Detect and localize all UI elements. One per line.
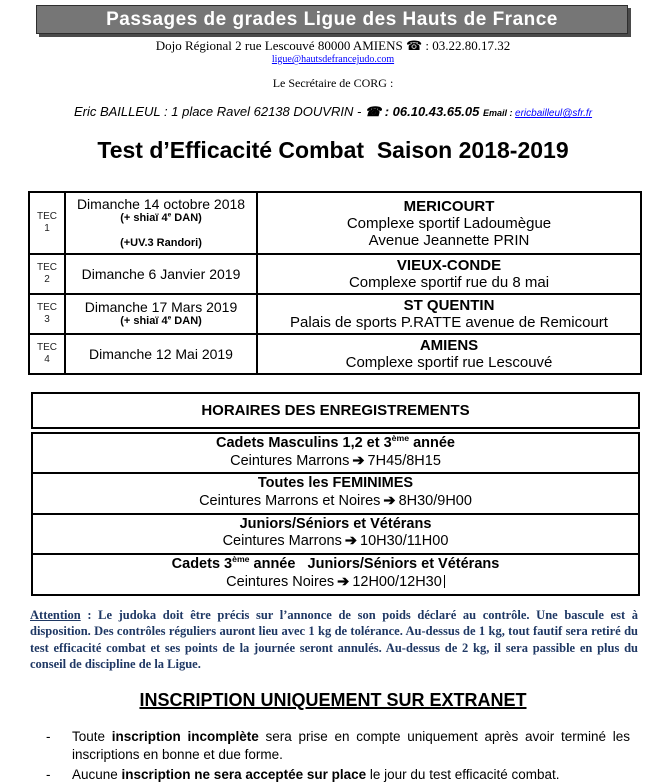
- schedule-time: Ceintures Marrons ➔ 10H30/11H00: [33, 533, 638, 551]
- date-note: (+ shiaï 4e DAN): [69, 315, 253, 328]
- tec-cell: TEC 2: [29, 254, 65, 294]
- date-cell: Dimanche 6 Janvier 2019: [65, 254, 257, 294]
- text-cursor: [444, 575, 445, 588]
- arrow-icon: ➔: [383, 493, 395, 509]
- tec-cell: TEC 3: [29, 294, 65, 334]
- contact-name: Eric BAILLEUL : 1 place Ravel 62138 DOUVRIN -: [74, 104, 365, 119]
- arrow-icon: ➔: [337, 574, 349, 590]
- table-row-tec1: [29, 192, 641, 254]
- events-table: [28, 191, 642, 375]
- bullet-text: Aucune inscription ne sera acceptée sur place le jour du test efficacité combat.: [72, 766, 630, 784]
- schedule-table: [31, 392, 640, 596]
- contact-phone: ☎ : 06.10.43.65.05: [365, 104, 483, 119]
- secretary-email-link[interactable]: ericbailleul@sfr.fr: [515, 108, 592, 119]
- ligue-email-link[interactable]: ligue@hautsdefrancejudo.com: [272, 54, 394, 65]
- date-cell: Dimanche 14 octobre 2018 (+ shiaï 4e DAN) (+UV.3 Randori): [65, 192, 257, 254]
- schedule-group: Juniors/Séniors et Vétérans: [33, 516, 638, 534]
- schedule-row-feminines: [33, 472, 638, 512]
- banner: [36, 5, 628, 34]
- location-cell: MERICOURT Complexe sportif Ladoumègue Avenue Jeannette PRIN: [257, 192, 641, 254]
- tec-cell: TEC 1: [29, 192, 65, 254]
- page-title: Test d’Efficacité Combat Saison 2018-2019: [0, 137, 666, 164]
- schedule-time: Ceintures Marrons ➔ 7H45/8H15: [33, 453, 638, 471]
- schedule-header: HORAIRES DES ENREGISTREMENTS: [31, 392, 640, 429]
- schedule-time: Ceintures Noires ➔ 12H00/12H30: [33, 574, 638, 592]
- secretary-label: Le Secrétaire de CORG :: [0, 76, 666, 91]
- location-cell: AMIENS Complexe sportif rue Lescouvé: [257, 334, 641, 374]
- bullet-dash: -: [46, 766, 72, 784]
- attention-paragraph: [30, 607, 638, 673]
- location-cell: ST QUENTIN Palais de sports P.RATTE avenue de Remicourt: [257, 294, 641, 334]
- schedule-row-juniors-seniors: [33, 513, 638, 553]
- document-page: [0, 5, 666, 773]
- bullet-list: [46, 728, 630, 784]
- table-row-tec4: [29, 334, 641, 374]
- inscription-heading: INSCRIPTION UNIQUEMENT SUR EXTRANET: [0, 690, 666, 711]
- schedule-group: Toutes les FEMINIMES: [33, 475, 638, 493]
- date-note2: (+UV.3 Randori): [69, 237, 253, 250]
- arrow-icon: ➔: [345, 533, 357, 549]
- contact-email-label: Email :: [483, 108, 515, 118]
- date-cell: Dimanche 17 Mars 2019 (+ shiaï 4e DAN): [65, 294, 257, 334]
- schedule-group: Cadets 3ème année Juniors/Séniors et Vétérans: [33, 556, 638, 574]
- table-row-tec3: [29, 294, 641, 334]
- date-cell: Dimanche 12 Mai 2019: [65, 334, 257, 374]
- schedule-group: Cadets Masculins 1,2 et 3ème année: [33, 435, 638, 453]
- list-item: [46, 766, 630, 784]
- attention-label: Attention: [30, 608, 81, 622]
- location-cell: VIEUX-CONDE Complexe sportif rue du 8 mai: [257, 254, 641, 294]
- bullet-dash: -: [46, 728, 72, 764]
- attention-text: : Le judoka doit être précis sur l’annonce de son poids déclaré au contrôle. Une bascule est à disposition. Des contrôles réguliers auront lieu avec 1 kg de tolérance. Au-dessus de 1 kg, tout fautif sera retiré du test efficacité combat et ses points de la journée seront annulés. Au-dessus de 2 kg, il sera passible en plus du conseil de discipline de la Ligue.: [30, 608, 638, 672]
- banner-title: Passages de grades Ligue des Hauts de France: [106, 9, 558, 31]
- bullet-text: Toute inscription incomplète sera prise en compte uniquement après avoir terminé les inscriptions en bonne et due forme.: [72, 728, 630, 764]
- schedule-time: Ceintures Marrons et Noires ➔ 8H30/9H00: [33, 493, 638, 511]
- schedule-row-cadets-masculins: [33, 434, 638, 472]
- contact-line: [0, 104, 666, 120]
- schedule-row-ceintures-noires: [33, 553, 638, 593]
- date-note: (+ shiaï 4e DAN): [69, 212, 253, 225]
- arrow-icon: ➔: [352, 453, 364, 469]
- email-line: [0, 54, 666, 65]
- address-line: Dojo Régional 2 rue Lescouvé 80000 AMIENS ☎ : 03.22.80.17.32: [0, 38, 666, 54]
- tec-cell: TEC 4: [29, 334, 65, 374]
- schedule-body: [31, 432, 640, 596]
- table-row-tec2: [29, 254, 641, 294]
- list-item: [46, 728, 630, 764]
